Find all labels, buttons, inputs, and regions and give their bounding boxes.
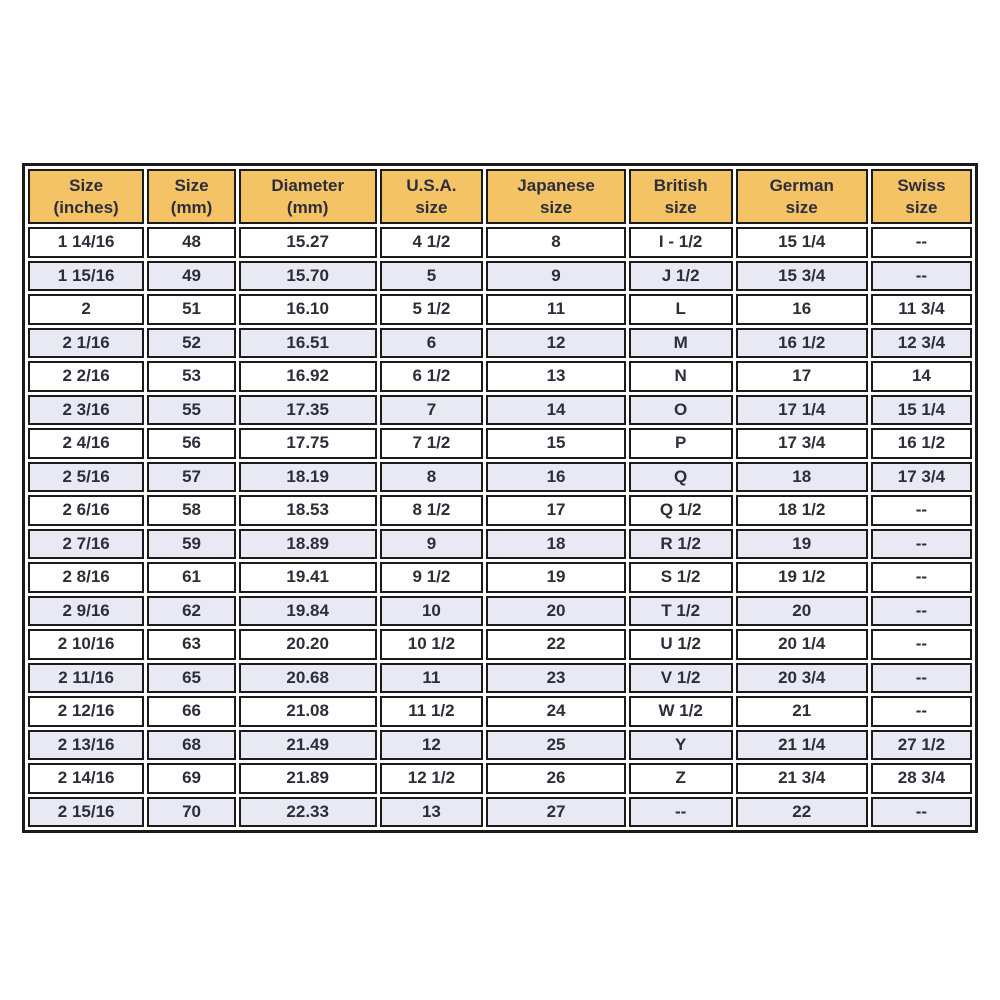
cell: 16 (736, 294, 868, 325)
cell: 1 14/16 (28, 227, 144, 258)
cell: 15 (486, 428, 625, 459)
column-header (147, 169, 236, 224)
cell: 2 14/16 (28, 763, 144, 794)
cell: 17.35 (239, 395, 377, 426)
column-header-line: size (785, 197, 818, 217)
table-row (28, 495, 972, 526)
cell: 7 (380, 395, 484, 426)
table-row (28, 294, 972, 325)
cell: 58 (147, 495, 236, 526)
cell: R 1/2 (629, 529, 733, 560)
cell: J 1/2 (629, 261, 733, 292)
column-header-line: size (664, 197, 697, 217)
cell: 49 (147, 261, 236, 292)
cell: 22.33 (239, 797, 377, 828)
cell: 15 1/4 (871, 395, 972, 426)
cell: -- (871, 227, 972, 258)
cell: -- (871, 261, 972, 292)
cell: M (629, 328, 733, 359)
cell: 6 1/2 (380, 361, 484, 392)
cell: -- (871, 629, 972, 660)
table-row (28, 227, 972, 258)
column-header-line: Diameter (271, 175, 345, 195)
cell: 18 1/2 (736, 495, 868, 526)
cell: 21 1/4 (736, 730, 868, 761)
column-header-line: (inches) (53, 197, 119, 217)
cell: 4 1/2 (380, 227, 484, 258)
column-header (736, 169, 868, 224)
cell: 16 1/2 (736, 328, 868, 359)
cell: 1 15/16 (28, 261, 144, 292)
cell: 2 12/16 (28, 696, 144, 727)
cell: -- (871, 797, 972, 828)
cell: 5 (380, 261, 484, 292)
cell: 9 (486, 261, 625, 292)
cell: 17 1/4 (736, 395, 868, 426)
cell: 18.89 (239, 529, 377, 560)
cell: 59 (147, 529, 236, 560)
cell: 14 (486, 395, 625, 426)
cell: 2 13/16 (28, 730, 144, 761)
cell: 2 1/16 (28, 328, 144, 359)
cell: -- (871, 529, 972, 560)
table-row (28, 428, 972, 459)
cell: 8 (380, 462, 484, 493)
cell: 18 (736, 462, 868, 493)
column-header (28, 169, 144, 224)
cell: 21.49 (239, 730, 377, 761)
cell: 63 (147, 629, 236, 660)
column-header (239, 169, 377, 224)
table-row (28, 328, 972, 359)
cell: S 1/2 (629, 562, 733, 593)
column-header-line: German (769, 175, 834, 195)
cell: 51 (147, 294, 236, 325)
cell: 22 (486, 629, 625, 660)
table-row (28, 663, 972, 694)
cell: 24 (486, 696, 625, 727)
cell: 16.51 (239, 328, 377, 359)
table-row (28, 395, 972, 426)
cell: 9 (380, 529, 484, 560)
column-header-line: Size (69, 175, 104, 195)
cell: 28 3/4 (871, 763, 972, 794)
cell: 13 (380, 797, 484, 828)
cell: 16.10 (239, 294, 377, 325)
cell: 19 (486, 562, 625, 593)
cell: 15.27 (239, 227, 377, 258)
table-row (28, 261, 972, 292)
cell: I - 1/2 (629, 227, 733, 258)
cell: 22 (736, 797, 868, 828)
table-row (28, 797, 972, 828)
cell: 15 3/4 (736, 261, 868, 292)
cell: 21 3/4 (736, 763, 868, 794)
table-row (28, 562, 972, 593)
column-header-line: (mm) (170, 197, 213, 217)
cell: 27 1/2 (871, 730, 972, 761)
table-row (28, 462, 972, 493)
cell: 8 1/2 (380, 495, 484, 526)
column-header (486, 169, 625, 224)
cell: 56 (147, 428, 236, 459)
cell: Z (629, 763, 733, 794)
cell: 17 3/4 (736, 428, 868, 459)
cell: U 1/2 (629, 629, 733, 660)
cell: 61 (147, 562, 236, 593)
cell: P (629, 428, 733, 459)
cell: 18.19 (239, 462, 377, 493)
cell: 2 7/16 (28, 529, 144, 560)
column-header (380, 169, 484, 224)
cell: 2 5/16 (28, 462, 144, 493)
cell: T 1/2 (629, 596, 733, 627)
table-header (28, 169, 972, 224)
cell: 8 (486, 227, 625, 258)
column-header-line: Size (174, 175, 209, 195)
cell: 68 (147, 730, 236, 761)
cell: 21.08 (239, 696, 377, 727)
cell: 62 (147, 596, 236, 627)
cell: 2 6/16 (28, 495, 144, 526)
column-header (871, 169, 972, 224)
cell: 12 1/2 (380, 763, 484, 794)
cell: 19.84 (239, 596, 377, 627)
cell: 18 (486, 529, 625, 560)
cell: 19 (736, 529, 868, 560)
cell: 2 8/16 (28, 562, 144, 593)
cell: N (629, 361, 733, 392)
cell: 21.89 (239, 763, 377, 794)
cell: 20.68 (239, 663, 377, 694)
table-row (28, 629, 972, 660)
cell: 7 1/2 (380, 428, 484, 459)
cell: 15 1/4 (736, 227, 868, 258)
cell: 69 (147, 763, 236, 794)
cell: -- (871, 596, 972, 627)
cell: 16 1/2 (871, 428, 972, 459)
cell: 20 (486, 596, 625, 627)
table-row (28, 763, 972, 794)
cell: 2 4/16 (28, 428, 144, 459)
cell: W 1/2 (629, 696, 733, 727)
cell: 25 (486, 730, 625, 761)
cell: 16.92 (239, 361, 377, 392)
cell: 17 3/4 (871, 462, 972, 493)
cell: Q 1/2 (629, 495, 733, 526)
cell: -- (629, 797, 733, 828)
cell: 10 1/2 (380, 629, 484, 660)
cell: 13 (486, 361, 625, 392)
column-header-line: Japanese (517, 175, 595, 195)
cell: 27 (486, 797, 625, 828)
cell: -- (871, 495, 972, 526)
column-header-line: Swiss (897, 175, 946, 195)
cell: 20 1/4 (736, 629, 868, 660)
table-row (28, 529, 972, 560)
cell: 12 (380, 730, 484, 761)
table-body (28, 227, 972, 827)
column-header-line: size (415, 197, 448, 217)
cell: 17 (736, 361, 868, 392)
cell: 9 1/2 (380, 562, 484, 593)
table-row (28, 696, 972, 727)
ring-size-conversion-table (22, 163, 978, 833)
cell: 6 (380, 328, 484, 359)
cell: 20 (736, 596, 868, 627)
cell: 21 (736, 696, 868, 727)
cell: O (629, 395, 733, 426)
cell: 19.41 (239, 562, 377, 593)
column-header-line: British (653, 175, 708, 195)
cell: 26 (486, 763, 625, 794)
cell: 2 3/16 (28, 395, 144, 426)
column-header-line: (mm) (286, 197, 329, 217)
cell: 12 (486, 328, 625, 359)
cell: 23 (486, 663, 625, 694)
cell: 65 (147, 663, 236, 694)
cell: 16 (486, 462, 625, 493)
cell: 18.53 (239, 495, 377, 526)
cell: 20 3/4 (736, 663, 868, 694)
cell: 11 (380, 663, 484, 694)
cell: 53 (147, 361, 236, 392)
cell: 20.20 (239, 629, 377, 660)
column-header-line: size (905, 197, 938, 217)
cell: 12 3/4 (871, 328, 972, 359)
cell: 70 (147, 797, 236, 828)
table-row (28, 361, 972, 392)
cell: 2 (28, 294, 144, 325)
table-row (28, 596, 972, 627)
cell: 19 1/2 (736, 562, 868, 593)
cell: V 1/2 (629, 663, 733, 694)
cell: 5 1/2 (380, 294, 484, 325)
cell: Q (629, 462, 733, 493)
cell: 15.70 (239, 261, 377, 292)
cell: Y (629, 730, 733, 761)
cell: 11 3/4 (871, 294, 972, 325)
cell: 2 11/16 (28, 663, 144, 694)
cell: 52 (147, 328, 236, 359)
cell: 2 15/16 (28, 797, 144, 828)
cell: 17 (486, 495, 625, 526)
cell: 11 (486, 294, 625, 325)
cell: 2 10/16 (28, 629, 144, 660)
cell: 55 (147, 395, 236, 426)
cell: -- (871, 562, 972, 593)
table-row (28, 730, 972, 761)
cell: 2 9/16 (28, 596, 144, 627)
cell: 17.75 (239, 428, 377, 459)
cell: 48 (147, 227, 236, 258)
header-row (28, 169, 972, 224)
cell: 11 1/2 (380, 696, 484, 727)
column-header-line: U.S.A. (406, 175, 457, 195)
cell: 2 2/16 (28, 361, 144, 392)
cell: 10 (380, 596, 484, 627)
cell: 66 (147, 696, 236, 727)
cell: L (629, 294, 733, 325)
cell: -- (871, 663, 972, 694)
cell: 14 (871, 361, 972, 392)
cell: -- (871, 696, 972, 727)
column-header-line: size (539, 197, 573, 217)
cell: 57 (147, 462, 236, 493)
column-header (629, 169, 733, 224)
